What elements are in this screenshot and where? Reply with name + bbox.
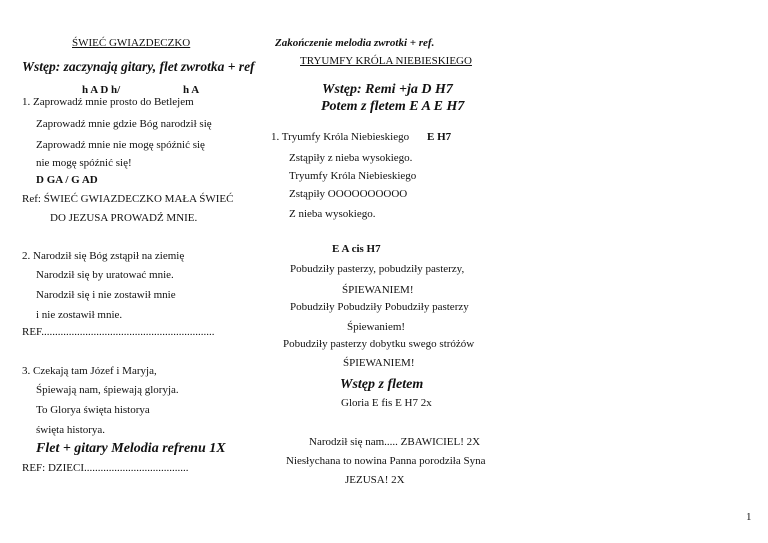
intro-right-line-2: Potem z fletem E A E H7: [321, 99, 465, 114]
intro-flute: Wstęp z fletem: [340, 377, 424, 392]
chords-line-2: D GA / G AD: [36, 174, 98, 186]
chorus-line-6: ŚPIEWANIEM!: [343, 357, 415, 369]
verse-r1-line-1: 1. Tryumfy Króla Niebieskiego: [271, 131, 410, 143]
song-title-left: ŚWIEĆ GWIAZDECZKO: [72, 37, 191, 49]
refrain-line-1: Ref: ŚWIEĆ GWIAZDECZKO MAŁA ŚWIEĆ: [22, 193, 234, 205]
ending-line-2: Niesłychana to nowina Panna porodziła Syna: [286, 455, 486, 467]
verse-r1-line-3: Tryumfy Króla Niebieskiego: [289, 170, 417, 182]
ending-note: Zakończenie melodia zwrotki + ref.: [275, 37, 435, 49]
page-number: 1: [746, 511, 752, 523]
flute-guitar-note: Flet + gitary Melodia refrenu 1X: [36, 441, 226, 456]
verse3-line-2: Śpiewają nam, śpiewają gloryja.: [36, 384, 179, 396]
chords-line-1: h A D h/: [82, 84, 121, 96]
ending-line-3: JEZUSA! 2X: [345, 474, 405, 486]
intro-right-line-1: Wstęp: Remi +ja D H7: [322, 82, 453, 97]
gloria-line: Gloria E fis E H7 2x: [341, 397, 432, 409]
verse-r1-line-4: Zstąpiły OOOOOOOOOO: [289, 188, 408, 200]
verse3-line-1: 3. Czekają tam Józef i Maryja,: [22, 365, 157, 377]
verse2-line-2: Narodził się by uratować mnie.: [36, 269, 174, 281]
chorus-line-5: Pobudziły pasterzy dobytku swego stróżów: [283, 338, 475, 350]
ref-repeat: REF...............................................................: [22, 326, 215, 338]
verse1-line-2: Zaprowadź mnie gdzie Bóg narodził się: [36, 118, 212, 130]
verse1-line-1: 1. Zaprowadź mnie prosto do Betlejem: [22, 96, 194, 108]
verse3-line-3: To Glorya święta historya: [36, 404, 150, 416]
chords-right-2: E A cis H7: [332, 243, 381, 255]
intro-left: Wstęp: zaczynają gitary, flet zwrotka + ref: [22, 59, 255, 74]
ending-line-1: Narodził się nam..... ZBAWICIEL! 2X: [309, 436, 481, 448]
ref-children: REF: DZIECI......................................: [22, 462, 189, 474]
verse2-line-3: Narodził się i nie zostawił mnie: [36, 289, 176, 301]
verse2-line-1: 2. Narodził się Bóg zstąpił na ziemię: [22, 250, 185, 262]
refrain-line-2: DO JEZUSA PROWADŹ MNIE.: [50, 212, 198, 224]
verse1-line-3: Zaprowadź mnie nie mogę spóźnić się: [36, 139, 205, 151]
chorus-line-4: Śpiewaniem!: [347, 321, 406, 333]
verse2-line-4: i nie zostawił mnie.: [36, 309, 123, 321]
verse-r1-chords: E H7: [427, 131, 452, 143]
chords-line-1b: h A: [183, 84, 200, 96]
chorus-line-1: Pobudziły pasterzy, pobudziły pasterzy,: [290, 263, 465, 275]
chorus-line-3: Pobudziły Pobudziły Pobudziły pasterzy: [290, 301, 469, 313]
verse-r1-line-5: Z nieba wysokiego.: [289, 208, 376, 220]
verse1-line-4: nie mogę spóźnić się!: [36, 157, 132, 169]
song-title-right: TRYUMFY KRÓLA NIEBIESKIEGO: [300, 55, 472, 67]
chorus-line-2: ŚPIEWANIEM!: [342, 284, 414, 296]
verse3-line-4: święta historya.: [36, 424, 106, 436]
verse-r1-line-2: Zstąpiły z nieba wysokiego.: [289, 152, 413, 164]
